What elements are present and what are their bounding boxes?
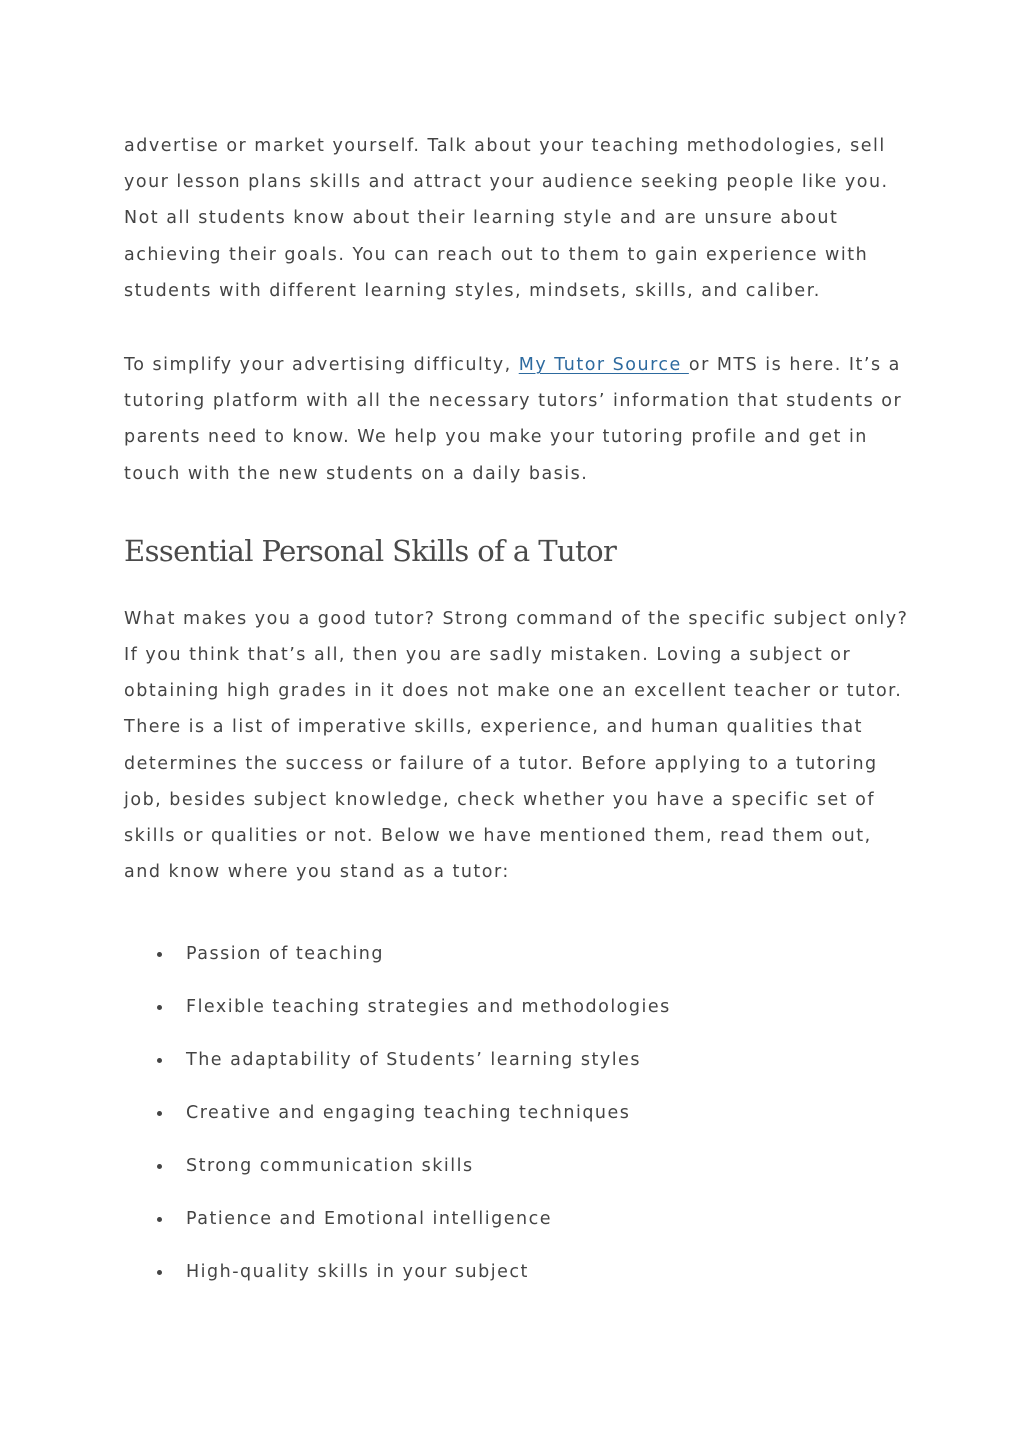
bullet-icon [157, 1058, 162, 1063]
intro-paragraph: advertise or market yourself. Talk about your teaching methodologies, sell your lesson plans skills and attract your audience seeking people like you. Not all students know about their learning style and are unsure about achieving their goals. You can reach out to them to gain experience with students with different learning styles, mindsets, skills, and caliber. [124, 136, 889, 301]
list-item-text: High-quality skills in your subject [186, 1262, 529, 1283]
list-item-text: Strong communication skills [186, 1156, 474, 1177]
list-item [124, 928, 914, 981]
list-item-text: Passion of teaching [186, 944, 385, 965]
document-page [124, 128, 914, 1299]
mts-text-before-link: To simplify your advertising difficulty, [124, 355, 519, 376]
section-heading: Essential Personal Skills of a Tutor [124, 533, 617, 568]
list-item [124, 1087, 914, 1140]
bullet-icon [157, 952, 162, 957]
list-item [124, 1193, 914, 1246]
skills-intro-paragraph: What makes you a good tutor? Strong command of the specific subject only? If you think that’s all, then you are sadly mistaken. Loving a subject or obtaining high grades in it does not make one an excellent teacher or tutor. There is a list of imperative skills, experience, and human qualities that determines the success or failure of a tutor. Before applying to a tutoring job, besides subject knowledge, check whether you have a specific set of skills or qualities or not. Below we have mentioned them, read them out, and know where you stand as a tutor: [124, 608, 909, 883]
bullet-icon [157, 1217, 162, 1222]
list-item-text: The adaptability of Students’ learning styles [186, 1050, 641, 1071]
mts-paragraph [124, 347, 914, 492]
bullet-icon [157, 1005, 162, 1010]
list-item-text: Patience and Emotional intelligence [186, 1209, 553, 1230]
list-item [124, 1246, 914, 1299]
list-item [124, 1140, 914, 1193]
skills-list [124, 928, 914, 1299]
mts-text-after-link: or MTS is here. It’s a tutoring platform with all the necessary tutors’ information that students or parents need to know. We help you make your tutoring profile and get in touch with the new students on a daily basis. [124, 355, 903, 484]
list-item [124, 981, 914, 1034]
bullet-icon [157, 1111, 162, 1116]
list-item [124, 1034, 914, 1087]
my-tutor-source-link[interactable]: My Tutor Source [518, 355, 689, 376]
list-item-text: Creative and engaging teaching techniques [186, 1103, 631, 1124]
bullet-icon [157, 1270, 162, 1275]
bullet-icon [157, 1164, 162, 1169]
list-item-text: Flexible teaching strategies and methodologies [186, 997, 671, 1018]
